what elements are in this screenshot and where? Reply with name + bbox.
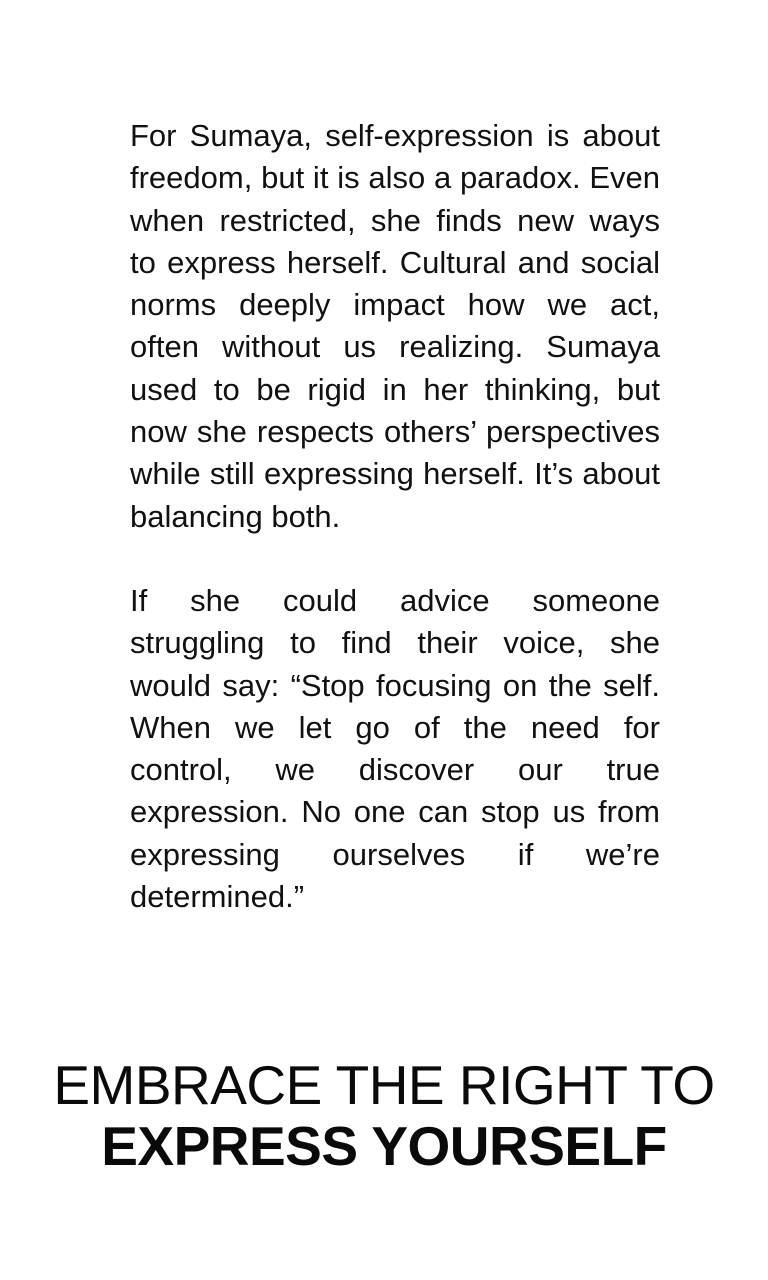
article-body [130,115,660,918]
paragraph-advice-quote: If she could advice someone struggling to find their voice, she would say: “Stop focusing on the self. When we let go of the need for control, we discover our true expression. No one can stop us from expressing ourselves if we’re determined.” [130,582,660,915]
closing-headline [0,1055,768,1177]
headline-line-express: EXPRESS YOURSELF [101,1115,667,1177]
headline-line-embrace: EMBRACE THE RIGHT TO [53,1054,715,1116]
paragraph-self-expression: For Sumaya, self-expression is about freedom, but it is also a paradox. Even when restricted, she finds new ways to express herself. Cultural and social norms deeply impact how we act, often without us realizing. Sumaya used to be rigid in her thinking, but now she respects others’ perspectives while still expressing herself. It’s about balancing both. [130,118,660,534]
